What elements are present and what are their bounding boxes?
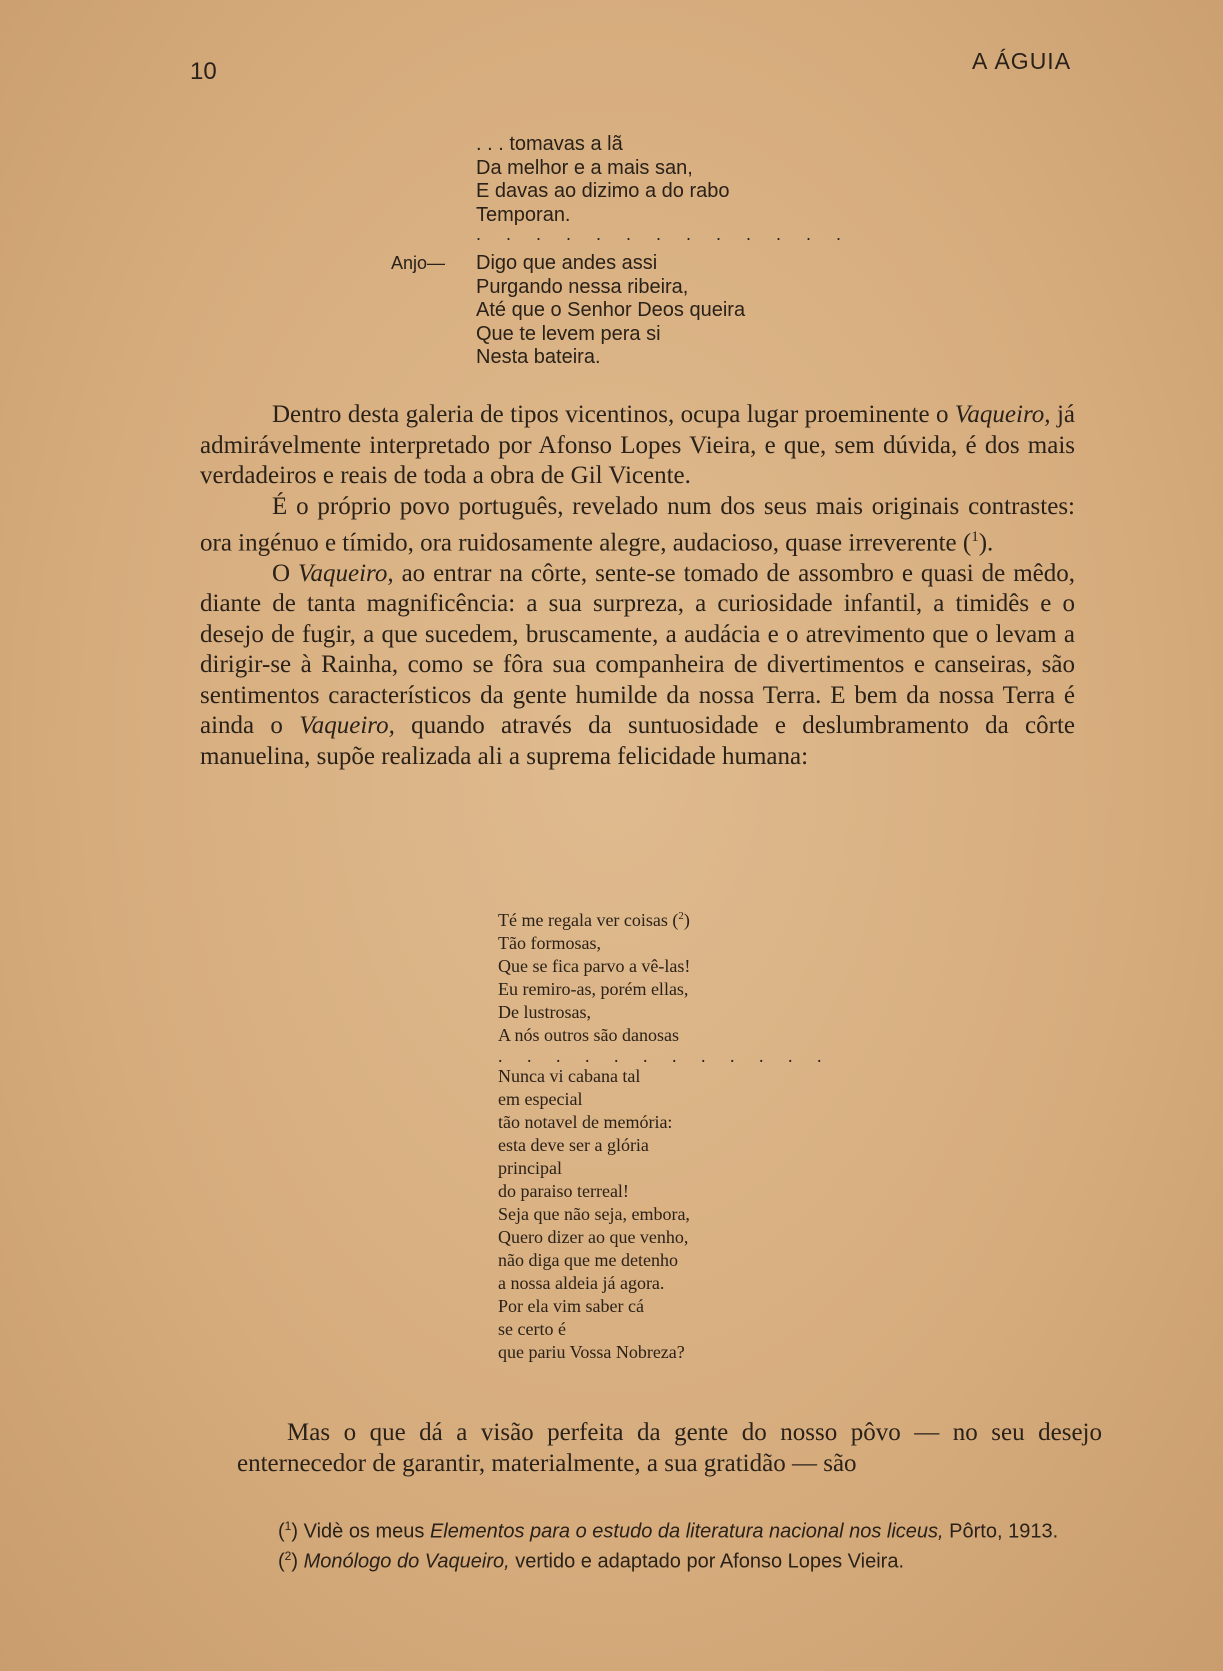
speaker-label: Anjo— <box>391 253 446 273</box>
verse-line: se certo é <box>498 1319 566 1339</box>
verse-line: Nesta bateira. <box>476 346 601 368</box>
ellipsis-row: . . . . . . . . . . . . <box>498 1046 832 1066</box>
verse-line: Seja que não seja, embora, <box>498 1204 690 1224</box>
verse-line: De lustrosas, <box>498 1002 591 1022</box>
verse-line: Eu remiro-as, porém ellas, <box>498 979 689 999</box>
verse-line: Da melhor e a mais san, <box>476 156 693 179</box>
paragraph: É o próprio povo português, revelado num dos seus mais originais contrastes: ora ingénuo e tímido, ora ruidosamente alegre, audacioso, quase irreverente ($^1$). <box>200 492 1075 557</box>
verse-line: Que se fica parvo a vê-las! <box>498 956 691 976</box>
verse-block-1 <box>476 133 852 244</box>
verse-line: Que te levem pera si <box>476 322 661 345</box>
verse-line: principal <box>498 1158 562 1178</box>
verse-block-3 <box>498 905 832 1364</box>
page-number: 10 <box>190 58 217 85</box>
verse-line: E davas ao dizimo a do rabo <box>476 180 730 202</box>
paragraph: Dentro desta galeria de tipos vicentinos, ocupa lugar proeminente o Vaqueiro, já admirávelmente interpretado por Afonso Lopes Vieira, e que, sem dúvida, é dos mais verdadeiros e reais de toda a obra de Gil Vicente. <box>200 401 1075 489</box>
verse-line: tão notavel de memória: <box>498 1112 673 1132</box>
verse-line: Até que o Senhor Deos queira <box>476 299 746 321</box>
paragraph: Mas o que dá a visão perfeita da gente do nosso pôvo — no seu desejo enternecedor de garantir, materialmente, a sua gratidão — são <box>237 1419 1102 1477</box>
verse-block-2 <box>391 252 745 370</box>
verse-line: em especial <box>498 1089 583 1109</box>
paragraph: O Vaqueiro, ao entrar na côrte, sente-se tomado de assombro e quasi de mêdo, diante de tanta magnificência: a sua surpreza, a curiosidade infantil, a timidês e o desejo de fugir, a que sucedem, bruscamente, a audácia e o atrevimento que o levam a dirigir-se à Rainha, como se fôra sua companheira de divertimentos e canseiras, são sentimentos característicos da gente humilde da nossa Terra. E bem da nossa Terra é ainda o Vaqueiro, quando através da suntuosidade e deslumbramento da côrte manuelina, supõe realizada ali a suprema felicidade humana: <box>200 559 1075 770</box>
verse-line: Quero dizer ao que venho, <box>498 1227 689 1247</box>
prose-final <box>237 1418 1102 1479</box>
verse-lines <box>476 252 745 370</box>
verse-line: a nossa aldeia já agora. <box>498 1273 665 1293</box>
verse-line: do paraiso terreal! <box>498 1181 629 1201</box>
verse-line: que pariu Vossa Nobreza? <box>498 1342 685 1362</box>
footnote-mark: 2 <box>284 1548 292 1563</box>
footnote-ref: 2 <box>678 910 684 922</box>
verse-line: . . . tomavas a lã <box>476 133 623 155</box>
verse-line: A nós outros são danosas <box>498 1025 679 1045</box>
footnote-2: ($^2$) Monólogo do Vaqueiro, vertido e adaptado por Afonso Lopes Vieira. <box>278 1548 905 1573</box>
verse-line: esta deve ser a glória <box>498 1135 649 1155</box>
verse-line: Purgando nessa ribeira, <box>476 275 689 298</box>
verse-line: Nunca vi cabana tal <box>498 1066 641 1086</box>
verse-line: Té me regala ver coisas ($^2$) <box>498 910 690 930</box>
verse-line: Por ela vim saber cá <box>498 1296 644 1316</box>
ellipsis-row: . . . . . . . . . . . . . <box>476 224 852 244</box>
footnote-mark: 1 <box>284 1519 292 1533</box>
verse-line: Temporan. <box>476 203 571 226</box>
footnotes <box>200 1514 1100 1573</box>
prose-main <box>200 400 1075 772</box>
verse-line: Tão formosas, <box>498 933 601 953</box>
footnote-ref: 1 <box>971 529 979 545</box>
verse-line: Digo que andes assi <box>476 252 658 274</box>
verse-line: não diga que me detenho <box>498 1250 678 1270</box>
footnote-1: ($^1$) Vidè os meus Elementos para o estudo da literatura nacional nos liceus, Pôrto, 1913. <box>278 1519 1059 1543</box>
running-header: A ÁGUIA <box>972 48 1072 74</box>
